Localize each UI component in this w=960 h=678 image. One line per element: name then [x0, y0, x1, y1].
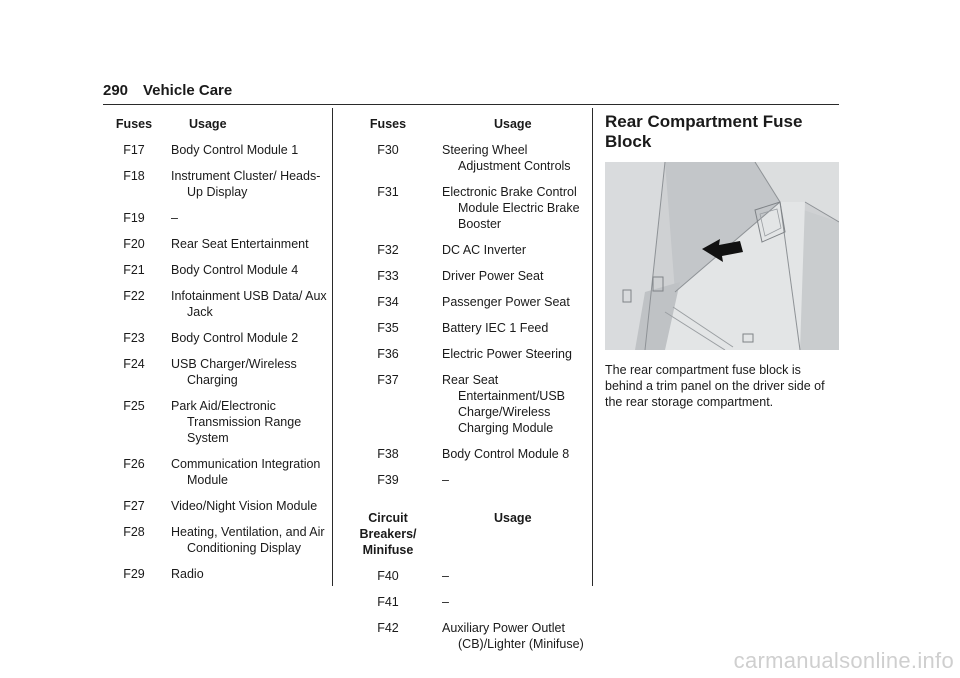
fuse-id: F36	[377, 347, 399, 361]
fuse-usage: Communication Integration Module	[171, 457, 321, 487]
column-header-usage: Usage	[494, 511, 532, 525]
fuse-usage: DC AC Inverter	[442, 243, 527, 257]
fuse-id: F39	[377, 473, 399, 487]
table-row	[103, 330, 331, 356]
fuse-table-middle	[340, 116, 585, 662]
table-row	[103, 236, 331, 262]
fuse-usage: Heating, Ventilation, and Air Conditioning Display	[171, 525, 325, 555]
fuse-usage: Body Control Module 2	[171, 331, 299, 345]
fuse-usage: Auxiliary Power Outlet (CB)/Lighter (Minifuse)	[442, 621, 584, 651]
section-heading: Rear Compartment Fuse Block	[605, 112, 803, 151]
fuse-id: F23	[123, 331, 145, 345]
section-paragraph: The rear compartment fuse block is behind a trim panel on the driver side of the rear storage compartment.	[605, 363, 825, 409]
table-row	[103, 566, 331, 592]
table-row	[340, 568, 585, 594]
table-row	[103, 398, 331, 456]
table-row	[103, 210, 331, 236]
table-row	[340, 242, 585, 268]
section-title: Vehicle Care	[143, 82, 233, 99]
fuse-usage: Body Control Module 4	[171, 263, 299, 277]
table-header-row	[340, 116, 585, 142]
table-spacer	[340, 498, 585, 510]
fuse-usage: Rear Seat Entertainment	[171, 237, 309, 251]
fuse-id: F26	[123, 457, 145, 471]
fuse-id: F24	[123, 357, 145, 371]
table-row	[103, 498, 331, 524]
fuse-usage: Battery IEC 1 Feed	[442, 321, 549, 335]
fuse-usage: Body Control Module 1	[171, 143, 299, 157]
watermark: carmanualsonline.info	[733, 648, 954, 673]
table-header-row	[340, 510, 585, 568]
fuse-id: F19	[123, 211, 145, 225]
fuse-id: F22	[123, 289, 145, 303]
fuse-table-left	[103, 116, 331, 592]
fuse-usage: –	[442, 569, 449, 583]
table-row	[103, 168, 331, 210]
fuse-usage: Driver Power Seat	[442, 269, 544, 283]
table-row	[340, 372, 585, 446]
table-row	[340, 184, 585, 242]
fuse-id: F20	[123, 237, 145, 251]
table-row	[340, 268, 585, 294]
fuse-id: F30	[377, 143, 399, 157]
fuse-id: F29	[123, 567, 145, 581]
fuse-table	[103, 116, 331, 592]
table-row	[340, 472, 585, 498]
table-row	[103, 142, 331, 168]
fuse-usage: Body Control Module 8	[442, 447, 570, 461]
fuse-id: F21	[123, 263, 145, 277]
page-header	[103, 82, 839, 105]
fuse-id: F27	[123, 499, 145, 513]
fuse-id: F18	[123, 169, 145, 183]
fuse-usage: Rear Seat Entertainment/USB Charge/Wireless Charging Module	[442, 373, 565, 435]
fuse-id: F32	[377, 243, 399, 257]
rear-compartment-section	[605, 112, 839, 410]
fuse-usage: Electric Power Steering	[442, 347, 572, 361]
fuse-id: F33	[377, 269, 399, 283]
table-row	[340, 142, 585, 184]
table-row	[340, 294, 585, 320]
column-divider	[332, 108, 333, 586]
table-header-row	[103, 116, 331, 142]
fuse-id: F35	[377, 321, 399, 335]
table-row	[103, 262, 331, 288]
fuse-id: F31	[377, 185, 399, 199]
rear-compartment-illustration	[605, 162, 839, 350]
table-row	[103, 456, 331, 498]
table-row	[103, 288, 331, 330]
fuse-id: F28	[123, 525, 145, 539]
fuse-id: F25	[123, 399, 145, 413]
fuse-usage: Video/Night Vision Module	[171, 499, 318, 513]
column-header-usage: Usage	[494, 117, 532, 131]
fuse-usage: Park Aid/Electronic Transmission Range System	[171, 399, 302, 445]
fuse-usage: –	[442, 595, 449, 609]
page-number: 290	[103, 82, 129, 99]
fuse-id: F34	[377, 295, 399, 309]
fuse-usage: Infotainment USB Data/ Aux Jack	[171, 289, 327, 319]
fuse-id: F42	[377, 621, 399, 635]
fuse-id: F37	[377, 373, 399, 387]
fuse-id: F17	[123, 143, 145, 157]
table-row	[340, 320, 585, 346]
column-header-fuses: Fuses	[115, 117, 153, 131]
fuse-id: F38	[377, 447, 399, 461]
table-row	[340, 594, 585, 620]
fuse-id: F40	[377, 569, 399, 583]
fuse-usage: Instrument Cluster/ Heads-Up Display	[171, 169, 321, 199]
table-row	[103, 356, 331, 398]
fuse-table	[340, 116, 585, 662]
fuse-id: F41	[377, 595, 399, 609]
table-row	[340, 346, 585, 372]
fuse-usage: –	[171, 211, 178, 225]
column-header-usage: Usage	[189, 117, 227, 131]
column-divider	[592, 108, 593, 586]
fuse-usage: Electronic Brake Control Module Electric Brake Booster	[442, 185, 580, 231]
fuse-usage: Passenger Power Seat	[442, 295, 570, 309]
table-row	[340, 620, 585, 662]
fuse-usage: –	[442, 473, 449, 487]
table-row	[340, 446, 585, 472]
fuse-usage: USB Charger/Wireless Charging	[171, 357, 297, 387]
column-header-fuses: Fuses	[369, 117, 407, 131]
fuse-usage: Radio	[171, 567, 204, 581]
column-header-circuit-breakers: Circuit Breakers/ Minifuse	[359, 511, 417, 557]
table-row	[103, 524, 331, 566]
fuse-usage: Steering Wheel Adjustment Controls	[442, 143, 571, 173]
